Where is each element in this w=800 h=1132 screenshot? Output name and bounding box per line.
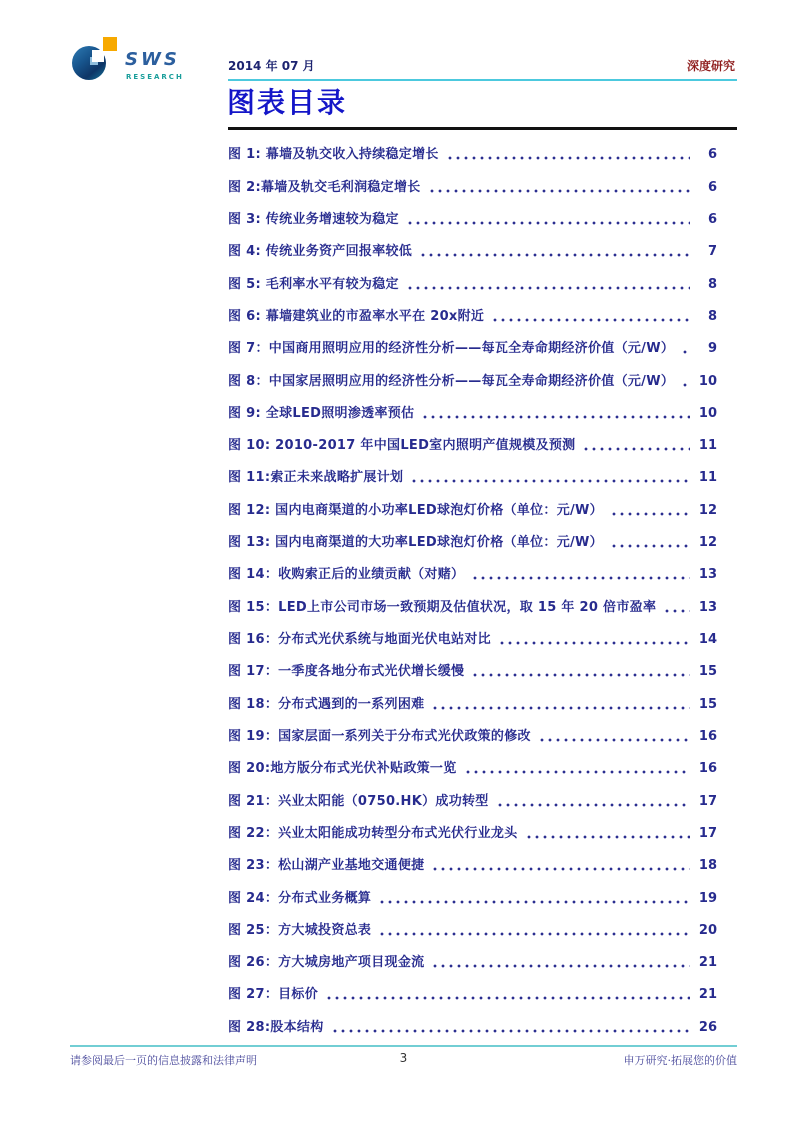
toc-entry-page: 10 bbox=[698, 373, 717, 389]
toc-entry[interactable] bbox=[228, 397, 717, 429]
toc-entry[interactable] bbox=[228, 817, 717, 849]
toc-entry[interactable] bbox=[228, 623, 717, 655]
toc-entry-title: 图 27：目标价 bbox=[228, 987, 319, 1003]
dot-leader bbox=[496, 803, 690, 807]
toc-entry-title: 图 4: 传统业务资产回报率较低 bbox=[228, 244, 413, 260]
logo-white-square bbox=[92, 50, 104, 62]
toc-entry[interactable] bbox=[228, 849, 717, 881]
toc-entry-page: 13 bbox=[698, 599, 717, 615]
toc-entry-page: 20 bbox=[698, 922, 717, 938]
dot-leader bbox=[582, 447, 690, 451]
toc-entry[interactable] bbox=[228, 752, 717, 784]
toc-entry[interactable] bbox=[228, 332, 717, 364]
toc-entry-page: 21 bbox=[698, 987, 717, 1003]
toc-entry-page: 18 bbox=[698, 858, 717, 874]
footer-divider bbox=[70, 1045, 737, 1047]
toc-entry-page: 6 bbox=[707, 179, 717, 195]
toc-entry[interactable] bbox=[228, 558, 717, 590]
toc-entry-page: 6 bbox=[707, 147, 717, 163]
toc-entry-title: 图 11:索正未来战略扩展计划 bbox=[228, 470, 404, 486]
toc-entry[interactable] bbox=[228, 720, 717, 752]
toc-entry[interactable] bbox=[228, 138, 717, 170]
toc-entry-page: 7 bbox=[707, 244, 717, 260]
toc-entry-page: 15 bbox=[698, 664, 717, 680]
dot-leader bbox=[331, 1029, 690, 1033]
toc-entry-title: 图 8：中国家居照明应用的经济性分析——每瓦全寿命期经济价值（元/W） bbox=[228, 373, 675, 389]
toc-entry-title: 图 1: 幕墙及轨交收入持续稳定增长 bbox=[228, 147, 439, 163]
toc-entry-page: 13 bbox=[698, 567, 717, 583]
toc-entry[interactable] bbox=[228, 203, 717, 235]
toc-entry-page: 12 bbox=[698, 502, 717, 518]
dot-leader bbox=[681, 350, 690, 354]
toc-entry-title: 图 10: 2010-2017 年中国LED室内照明产值规模及预测 bbox=[228, 438, 576, 454]
dot-leader bbox=[378, 900, 690, 904]
dot-leader bbox=[681, 383, 690, 387]
dot-leader bbox=[471, 673, 690, 677]
toc-entry-page: 19 bbox=[698, 890, 717, 906]
toc-entry-page: 17 bbox=[698, 793, 717, 809]
logo-yellow-square bbox=[103, 37, 117, 51]
dot-leader bbox=[498, 641, 690, 645]
toc-entry-page: 8 bbox=[707, 308, 717, 324]
toc-entry-page: 10 bbox=[698, 405, 717, 421]
toc-entry-title: 图 6: 幕墙建筑业的市盈率水平在 20x附近 bbox=[228, 308, 485, 324]
toc-entry-title: 图 19：国家层面一系列关于分布式光伏政策的修改 bbox=[228, 728, 531, 744]
toc-entry[interactable] bbox=[228, 364, 717, 396]
toc-entry[interactable] bbox=[228, 526, 717, 558]
toc-entry[interactable] bbox=[228, 784, 717, 816]
toc-entry-title: 图 18：分布式遇到的一系列困难 bbox=[228, 696, 425, 712]
sws-logo bbox=[70, 36, 230, 98]
report-type-label: 深度研究 bbox=[686, 59, 735, 73]
dot-leader bbox=[491, 318, 690, 322]
logo-wordmark: SWS bbox=[125, 49, 180, 70]
header-divider bbox=[228, 79, 737, 81]
dot-leader bbox=[610, 512, 690, 516]
logo-subtext: RESEARCH bbox=[126, 73, 184, 81]
toc-entry-page: 16 bbox=[698, 761, 717, 777]
toc-entry-title: 图 7：中国商用照明应用的经济性分析——每瓦全寿命期经济价值（元/W） bbox=[228, 341, 675, 357]
toc-entry-title: 图 5: 毛利率水平有较为稳定 bbox=[228, 276, 399, 292]
toc-entry-page: 15 bbox=[698, 696, 717, 712]
dot-leader bbox=[663, 609, 690, 613]
dot-leader bbox=[378, 932, 690, 936]
report-date: 2014 年 07 月 bbox=[228, 59, 315, 73]
toc-entry[interactable] bbox=[228, 655, 717, 687]
toc-entry-page: 26 bbox=[698, 1019, 717, 1035]
dot-leader bbox=[419, 253, 690, 257]
toc-entry-title: 图 22：兴业太阳能成功转型分布式光伏行业龙头 bbox=[228, 825, 518, 841]
footer-disclaimer: 请参阅最后一页的信息披露和法律声明 bbox=[70, 1054, 257, 1067]
toc-entry[interactable] bbox=[228, 914, 717, 946]
toc-entry[interactable] bbox=[228, 946, 717, 978]
toc-entry-page: 8 bbox=[707, 276, 717, 292]
dot-leader bbox=[421, 415, 690, 419]
toc-entry-title: 图 15：LED上市公司市场一致预期及估值状况，取 15 年 20 倍市盈率 bbox=[228, 599, 657, 615]
toc-entry[interactable] bbox=[228, 1010, 717, 1042]
toc-entry-title: 图 20:地方版分布式光伏补贴政策一览 bbox=[228, 761, 457, 777]
toc-entry[interactable] bbox=[228, 170, 717, 202]
dot-leader bbox=[471, 576, 690, 580]
dot-leader bbox=[428, 189, 690, 193]
toc-entry-title: 图 13: 国内电商渠道的大功率LED球泡灯价格（单位：元/W） bbox=[228, 535, 603, 551]
footer-page-number: 3 bbox=[399, 1051, 408, 1065]
dot-leader bbox=[410, 479, 690, 483]
toc-entry-title: 图 9: 全球LED照明渗透率预估 bbox=[228, 405, 415, 421]
toc-entry-page: 11 bbox=[698, 438, 717, 454]
toc-entry-title: 图 12: 国内电商渠道的小功率LED球泡灯价格（单位：元/W） bbox=[228, 502, 603, 518]
toc-entry-title: 图 25：方大城投资总表 bbox=[228, 922, 372, 938]
toc-entry-page: 16 bbox=[698, 728, 717, 744]
toc-entry-title: 图 16：分布式光伏系统与地面光伏电站对比 bbox=[228, 632, 491, 647]
toc-entry-page: 9 bbox=[707, 341, 717, 357]
toc-entry-title: 图 21：兴业太阳能（0750.HK）成功转型 bbox=[228, 793, 489, 809]
toc-entry[interactable] bbox=[228, 493, 717, 525]
toc-entry[interactable] bbox=[228, 267, 717, 299]
toc-entry-page: 21 bbox=[698, 955, 717, 971]
toc-entry-page: 11 bbox=[698, 470, 717, 486]
toc-entry[interactable] bbox=[228, 978, 717, 1010]
toc-entry-page: 6 bbox=[707, 211, 717, 227]
toc-entry[interactable] bbox=[228, 881, 717, 913]
dot-leader bbox=[525, 835, 690, 839]
toc-entry-page: 17 bbox=[698, 825, 717, 841]
dot-leader bbox=[406, 221, 690, 225]
page-title: 图表目录 bbox=[227, 86, 348, 119]
toc-entry[interactable] bbox=[228, 461, 717, 493]
toc-entry-title: 图 14：收购索正后的业绩贡献（对赌） bbox=[228, 567, 465, 583]
dot-leader bbox=[325, 996, 690, 1000]
toc-entry[interactable] bbox=[228, 235, 717, 267]
toc-entry[interactable] bbox=[228, 687, 717, 719]
toc-entry-title: 图 28:股本结构 bbox=[228, 1019, 324, 1035]
toc-entry-title: 图 26：方大城房地产项目现金流 bbox=[228, 955, 425, 971]
dot-leader bbox=[538, 738, 690, 742]
dot-leader bbox=[406, 286, 690, 290]
toc-entry-page: 12 bbox=[698, 535, 717, 551]
toc-entry-title: 图 23：松山湖产业基地交通便捷 bbox=[228, 858, 425, 874]
footer-slogan: 申万研究·拓展您的价值 bbox=[623, 1054, 737, 1067]
dot-leader bbox=[431, 964, 690, 968]
toc-entry[interactable] bbox=[228, 590, 717, 622]
dot-leader bbox=[446, 156, 690, 160]
toc-entry[interactable] bbox=[228, 300, 717, 332]
toc-entry-title: 图 24：分布式业务概算 bbox=[228, 890, 372, 906]
toc-entry-title: 图 3: 传统业务增速较为稳定 bbox=[228, 211, 399, 227]
toc-entry-page: 14 bbox=[698, 632, 717, 647]
title-divider bbox=[228, 127, 737, 130]
toc-entry[interactable] bbox=[228, 429, 717, 461]
dot-leader bbox=[464, 770, 690, 774]
dot-leader bbox=[431, 706, 690, 710]
toc-entry-title: 图 17：一季度各地分布式光伏增长缓慢 bbox=[228, 664, 465, 680]
dot-leader bbox=[431, 867, 690, 871]
dot-leader bbox=[610, 544, 690, 548]
figure-toc-list bbox=[228, 138, 717, 1043]
toc-entry-title: 图 2:幕墙及轨交毛利润稳定增长 bbox=[228, 179, 421, 195]
